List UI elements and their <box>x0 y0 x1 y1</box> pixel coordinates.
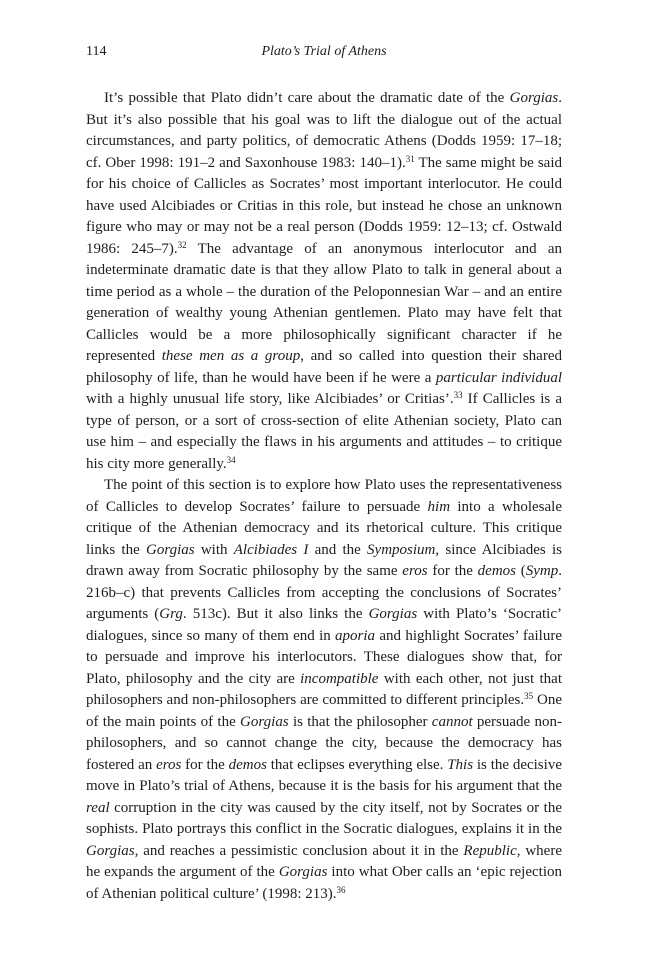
italic-text: Gorgias <box>86 842 135 859</box>
footnote-marker: 31 <box>405 153 415 164</box>
text-run: . But it’s also possible that his goal was to lift the dialogue out of the actual circumstances, and party politics, of democratic Athens (Dodds 1959: 17–18; cf. Ober 1998: 191–2 and Saxonhouse 1983: 140–1). <box>86 90 562 171</box>
italic-text: demos <box>228 756 267 773</box>
text-run: , and reaches a pessimistic conclusion about it in the <box>134 842 464 859</box>
footnote-marker: 33 <box>453 390 463 400</box>
text-run: persuade non-philosophers, and so cannot change the city, because the democracy has fostered an <box>86 713 562 773</box>
text-run: with each other, not just that philosophers and non-philosophers are committed to different principles. <box>86 670 562 708</box>
italic-text: Grg <box>159 606 183 622</box>
italic-text: Gorgias <box>240 713 289 730</box>
text-run: It’s possible that Plato didn’t care about the dramatic date of the <box>104 90 510 106</box>
text-run: If Callicles is a type of person, or a sort of cross-section of elite Athenian society, Plato can use him – and especially the flaws in his arguments and attitudes – to critique his city more generally. <box>86 391 562 472</box>
text-run: ( <box>515 563 526 579</box>
text-run: and the <box>308 541 368 558</box>
text-run: , since Alcibiades is drawn away from Socratic philosophy by the same <box>86 541 562 579</box>
italic-text: him <box>427 498 451 515</box>
italic-text: Alcibiades I <box>233 541 309 558</box>
text-run: , and so called into question their shared philosophy of life, than he would have been if he were a <box>86 348 562 386</box>
body-text <box>86 88 562 905</box>
footnote-marker: 34 <box>226 454 236 465</box>
italic-text: eros <box>402 563 428 579</box>
italic-text: these men as a group <box>161 348 301 364</box>
italic-text: demos <box>477 563 516 579</box>
text-run: for the <box>181 756 229 773</box>
text-run: , where he expands the argument of the <box>86 842 562 880</box>
running-title: Plato’s Trial of Athens <box>261 44 387 59</box>
italic-text: Gorgias <box>509 90 559 106</box>
footnote-marker: 32 <box>177 239 187 250</box>
text-run: with a highly unusual life story, like Alcibiades’ or Critias’. <box>86 391 454 407</box>
paragraph <box>86 88 562 475</box>
page-number: 114 <box>86 44 107 59</box>
italic-text: This <box>447 756 474 773</box>
text-run: is that the philosopher <box>288 713 432 730</box>
paragraph <box>86 475 562 905</box>
italic-text: Gorgias <box>368 606 418 622</box>
text-run: The point of this section is to explore how Plato uses the representativeness of Callicles to develop Socrates’ failure to persuade <box>86 477 562 515</box>
running-header <box>86 44 562 64</box>
text-run: . 513c). But it also links the <box>182 606 369 622</box>
italic-text: eros <box>156 756 182 773</box>
text-run: into a wholesale critique of the Athenian democracy and its rhetorical culture. This critique links the <box>86 498 562 558</box>
italic-text: Gorgias <box>145 541 195 558</box>
italic-text: cannot <box>431 713 473 730</box>
italic-text: incompatible <box>300 670 379 687</box>
text-run: into what Ober calls an ‘epic rejection of Athenian political culture’ (1998: 213). <box>86 864 562 902</box>
text-run: One of the main points of the <box>86 692 562 730</box>
italic-text: Gorgias <box>278 864 328 880</box>
italic-text: aporia <box>335 627 376 644</box>
text-run: is the decisive move in Plato’s trial of Athens, because it is the basis for his argument that the <box>86 756 562 794</box>
italic-text: Republic <box>463 842 517 859</box>
text-run: The advantage of an anonymous interlocutor and an indeterminate dramatic date is that they allow Plato to talk in general about a time period as a whole – the duration of the Peloponnesian War – and an entire generation of wealthy young Athenian gentlemen. Plato may have felt that Callicles would be a more philosophically significant character if he represented <box>86 240 562 364</box>
text-run: The same might be said for his choice of Callicles as Socrates’ most important interlocutor. He could have used Alcibiades or Critias in this role, but instead he chose an unknown figure who may or may not be a real person (Dodds 1959: 12–13; cf. Ostwald 1986: 245–7). <box>86 154 562 257</box>
text-run: with Plato’s ‘Socratic’ dialogues, since so many of them end in <box>86 606 562 644</box>
footnote-marker: 36 <box>336 884 346 895</box>
italic-text: particular individual <box>435 369 562 386</box>
text-run: for the <box>427 563 478 579</box>
italic-text: Symp <box>525 563 559 579</box>
italic-text: Symposium <box>367 541 436 558</box>
italic-text: real <box>86 799 110 816</box>
text-run: corruption in the city was caused by the city itself, not by Socrates or the sophists. Plato portrays this conflict in the Socratic dialogues, explains it in the <box>86 799 562 837</box>
text-run: that eclipses everything else. <box>266 756 448 773</box>
text-run: with <box>194 541 234 558</box>
text-run: and highlight Socrates’ failure to persuade and improve his interlocutors. These dialogues show that, for Plato, philosophy and the city are <box>86 627 562 687</box>
footnote-marker: 35 <box>524 691 534 701</box>
text-run: . 216b–c) that prevents Callicles from accepting the conclusions of Socrates’ arguments ( <box>86 563 562 622</box>
